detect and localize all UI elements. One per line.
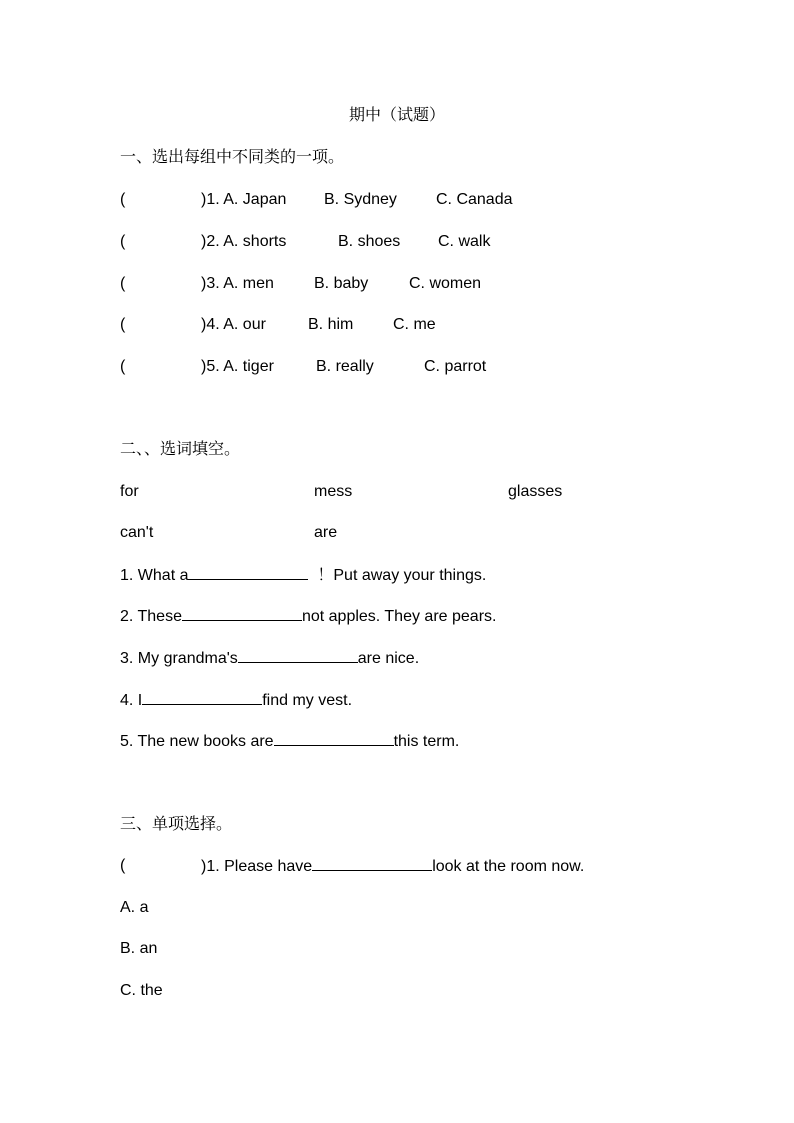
fill-blank-sentence <box>120 647 419 670</box>
option-b: B. baby <box>314 275 369 292</box>
answer-paren: ( <box>120 358 126 375</box>
sentence-text: ！Put away your things. <box>317 567 487 584</box>
option-c: C. me <box>393 316 436 333</box>
sentence-text: are nice. <box>357 650 420 667</box>
option-a: )2. A. shorts <box>201 233 287 250</box>
sentence-text: 4. I <box>120 692 143 709</box>
sentence-text: 3. My grandma's <box>120 650 238 667</box>
answer-paren: ( <box>120 857 126 874</box>
word-bank-item: can't <box>120 524 154 541</box>
option-c: C. Canada <box>436 191 513 208</box>
answer-paren: ( <box>120 233 126 250</box>
question-text: look at the room now. <box>432 858 585 875</box>
sentence-text: not apples. They are pears. <box>301 608 497 625</box>
option-a: )1. A. Japan <box>201 191 287 208</box>
choice-option[interactable]: B. an <box>120 940 158 957</box>
fill-blank-sentence <box>120 564 486 587</box>
sentence-text: 2. These <box>120 608 182 625</box>
word-bank-item: for <box>120 483 139 500</box>
sentence-text: 1. What a <box>120 567 189 584</box>
fill-blank-sentence <box>120 605 496 628</box>
sentence-text: find my vest. <box>262 692 353 709</box>
option-a: )5. A. tiger <box>201 358 274 375</box>
sentence-text: this term. <box>393 733 460 750</box>
section2-heading: 二、、选词填空。 <box>120 441 241 458</box>
choice-option[interactable]: C. the <box>120 982 163 999</box>
sentence-text: 5. The new books are <box>120 733 274 750</box>
choice-question <box>201 855 584 878</box>
answer-paren: ( <box>120 275 126 292</box>
answer-blank[interactable] <box>274 730 394 746</box>
word-bank-item: glasses <box>508 483 563 500</box>
word-bank-item: mess <box>314 483 353 500</box>
option-a: )4. A. our <box>201 316 266 333</box>
answer-blank[interactable] <box>238 647 358 663</box>
section3-heading: 三、单项选择。 <box>120 816 233 833</box>
fill-blank-sentence <box>120 689 352 712</box>
answer-blank[interactable] <box>142 689 262 705</box>
option-c: C. parrot <box>424 358 487 375</box>
option-b: B. Sydney <box>324 191 397 208</box>
option-c: C. walk <box>438 233 491 250</box>
answer-paren: ( <box>120 191 126 208</box>
fill-blank-sentence <box>120 730 459 753</box>
answer-blank[interactable] <box>188 564 308 580</box>
answer-blank[interactable] <box>312 855 432 871</box>
section1-heading: 一、选出每组中不同类的一项。 <box>120 149 345 166</box>
question-text: )1. Please have <box>201 858 313 875</box>
answer-blank[interactable] <box>182 605 302 621</box>
page-title: 期中（试题） <box>348 107 445 124</box>
option-b: B. really <box>316 358 374 375</box>
answer-paren: ( <box>120 316 126 333</box>
word-bank-item: are <box>314 524 338 541</box>
option-c: C. women <box>409 275 482 292</box>
option-a: )3. A. men <box>201 275 274 292</box>
option-b: B. him <box>308 316 354 333</box>
option-b: B. shoes <box>338 233 401 250</box>
choice-option[interactable]: A. a <box>120 899 149 916</box>
